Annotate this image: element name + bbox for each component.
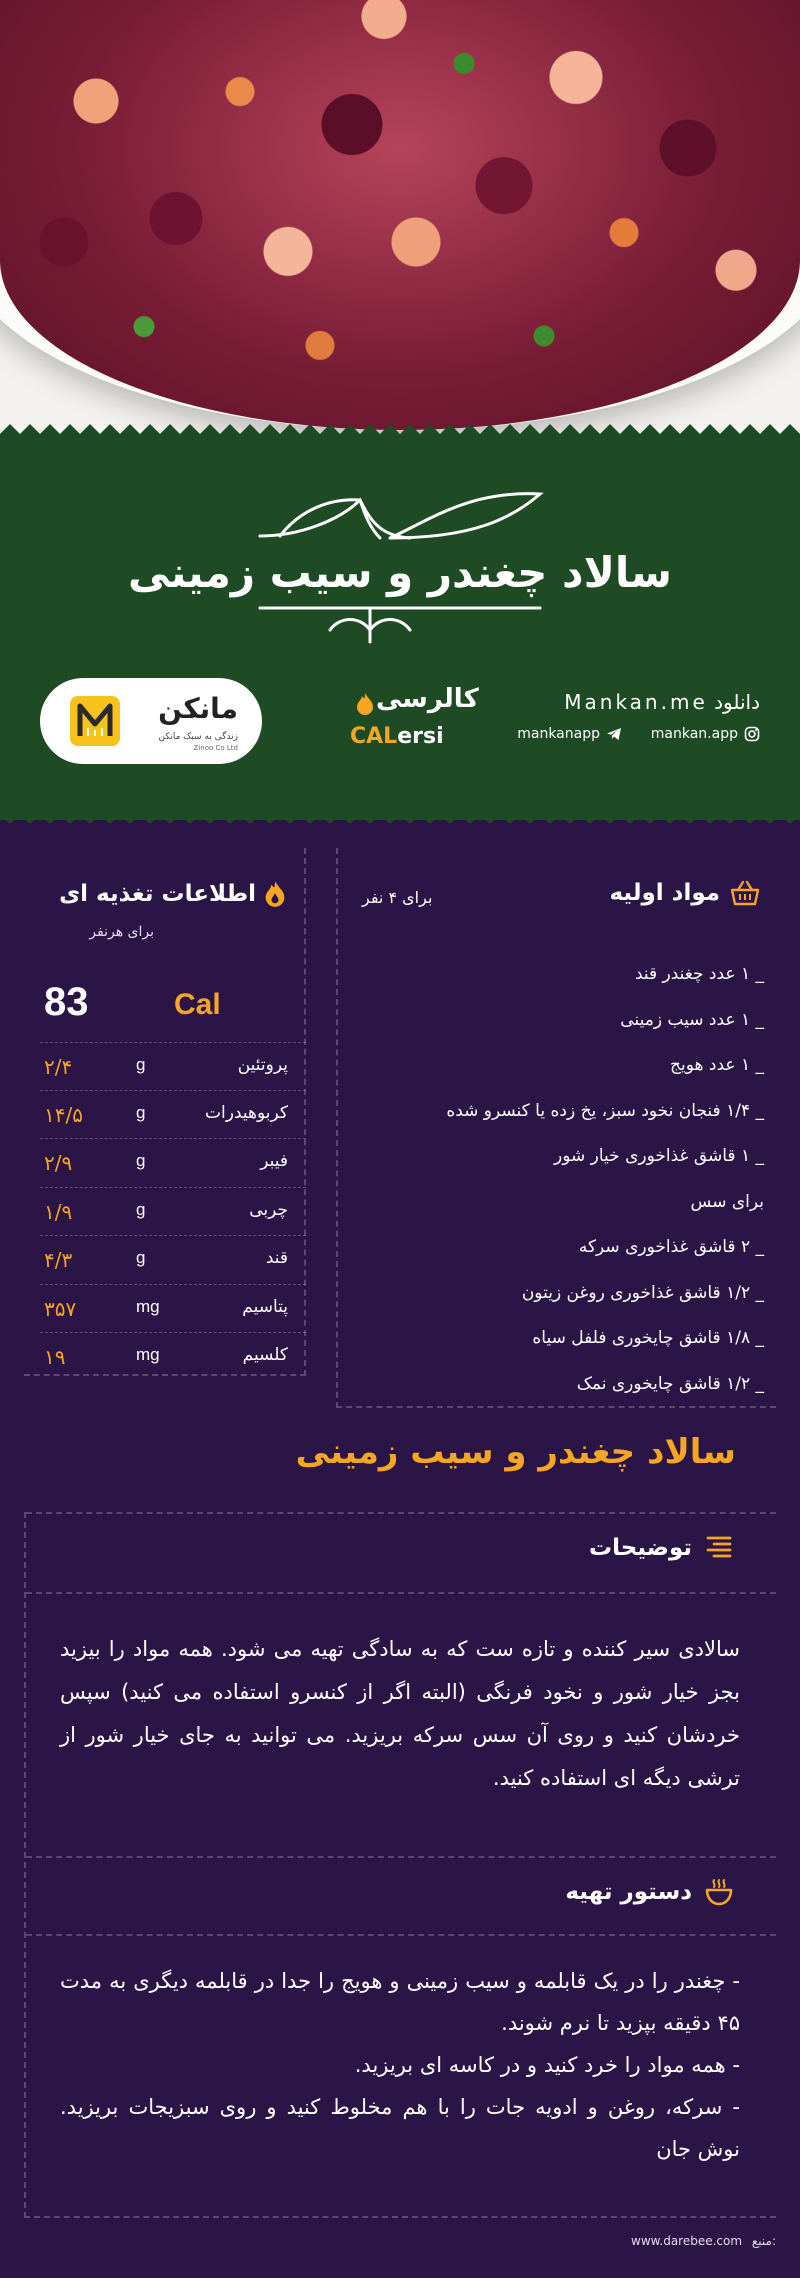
telegram-link[interactable] — [517, 726, 622, 742]
brand-row — [0, 670, 800, 770]
description-heading: توضیحات — [589, 1535, 692, 1561]
nutrition-unit: mg — [136, 1296, 160, 1316]
calersi-ersi: ersi — [397, 724, 444, 749]
cooking-pot-icon — [704, 1878, 734, 1906]
nutrition-unit: g — [136, 1102, 146, 1122]
nutrition-value: ۳۵۷ — [44, 1296, 77, 1321]
hero-photo — [0, 0, 800, 440]
telegram-icon — [606, 726, 622, 742]
nutrition-row — [40, 1236, 306, 1285]
nutrition-row — [40, 1042, 306, 1091]
nutrition-row — [40, 1091, 306, 1140]
calories-unit: Cal — [174, 988, 221, 1021]
ingredient-item: _ ۱/۴ فنجان نخود سبز، یخ زده یا کنسرو شده — [446, 1100, 764, 1121]
divider — [26, 1856, 776, 1858]
ingredient-item: _ ۱ عدد سیب زمینی — [620, 1009, 764, 1030]
nutrition-value: ۱۴/۵ — [44, 1102, 83, 1127]
flame-icon — [356, 692, 374, 716]
mankan-logo-icon — [68, 694, 122, 748]
ingredient-item: _ ۱/۲ قاشق غذاخوری روغن زیتون — [521, 1282, 764, 1303]
sauce-subheading: برای سس — [690, 1191, 764, 1212]
ingredients-heading-wrap — [609, 880, 760, 906]
nutrition-per-serving: برای هرنفر — [89, 924, 154, 940]
method-text: - چغندر را در یک قابلمه و سیب زمینی و هویج را جدا در قابلمه دیگری به مدت ۴۵ دقیقه بپزید تا نرم شوند. - همه مواد را خرد کنید و در کاسه ای بریزید. - سرکه، روغن و ادویه جات را با هم مخلوط کنید و روی سبزیجات بریزید. نوش جان — [60, 1969, 740, 2161]
calories-value: 83 — [44, 980, 89, 1024]
nutrition-unit: g — [136, 1055, 146, 1074]
calersi-logo[interactable] — [350, 682, 479, 762]
nutrition-unit: g — [136, 1151, 146, 1170]
flame-icon — [264, 880, 286, 908]
description-heading-wrap — [589, 1535, 734, 1561]
instagram-link[interactable] — [651, 726, 760, 742]
nutrition-name: کربوهیدرات — [205, 1102, 288, 1123]
nutrition-table — [40, 1042, 306, 1382]
nutrition-value: ۴/۳ — [44, 1248, 73, 1272]
page-title: سالاد چغندر و سیب زمینی — [128, 548, 672, 597]
nutrition-heading-wrap — [59, 880, 286, 908]
method-heading-wrap — [565, 1878, 734, 1906]
basket-icon — [730, 880, 760, 906]
ingredient-item: _ ۲ قاشق غذاخوری سرکه — [578, 1237, 764, 1257]
mankan-name: مانکن — [158, 692, 238, 725]
nutrition-unit: g — [136, 1248, 146, 1267]
recipe-title: سالاد چغندر و سیب زمینی — [295, 1432, 736, 1472]
servings-label: برای ۴ نفر — [362, 888, 433, 907]
zigzag-edge-bottom — [0, 806, 800, 828]
nutrition-name: چربی — [249, 1199, 288, 1220]
ingredient-item: _ ۱/۸ قاشق چایخوری فلفل سیاه — [532, 1328, 764, 1348]
download-label[interactable]: دانلود Mankan.me — [564, 690, 760, 714]
calersi-latin — [350, 724, 444, 749]
ingredient-item: _ ۱ عدد هویج — [670, 1055, 764, 1075]
description-text: سالادی سیر کننده و تازه ست که به سادگی تهیه می شود. همه مواد را بیزید بجز خیار شور و نخود فرنگی (البته اگر از کنسرو استفاده می کنید) سپس خردشان کنید و روی آن سس سرکه بریزید. می توانید به جای خیار شور از ترشی دیگه ای استفاده کنید. — [60, 1637, 740, 1790]
divider — [26, 1934, 776, 1936]
nutrition-unit: mg — [136, 1345, 160, 1364]
nutrition-row — [40, 1285, 306, 1334]
nutrition-name: کلسیم — [242, 1345, 288, 1365]
mankan-tagline: زندگی به سبک مانکن — [158, 732, 238, 742]
nutrition-name: قند — [265, 1248, 288, 1268]
divider — [26, 1512, 776, 1514]
source-label: منبع: — [751, 2234, 776, 2248]
social-links — [460, 726, 760, 748]
ingredient-item: _ ۱/۲ قاشق چایخوری نمک — [576, 1373, 764, 1394]
nutrition-row — [40, 1188, 306, 1237]
calories-row — [44, 980, 294, 1030]
nutrition-unit: g — [136, 1199, 146, 1219]
nutrition-value: ۱/۹ — [44, 1199, 73, 1224]
salad-image — [0, 0, 800, 430]
instagram-icon — [744, 726, 760, 742]
nutrition-name: پروتئین — [237, 1055, 288, 1075]
list-icon — [704, 1535, 734, 1561]
ingredients-list — [344, 960, 764, 1415]
source-url[interactable]: www.darebee.com — [631, 2234, 743, 2248]
mankan-company: Zinoo Co Ltd — [193, 744, 238, 752]
ingredient-item: _ ۱ قاشق غذاخوری خیار شور — [554, 1146, 764, 1166]
nutrition-name: پتاسیم — [242, 1296, 288, 1317]
divider — [26, 1592, 776, 1594]
nutrition-name: فیبر — [260, 1151, 288, 1171]
mankan-badge[interactable] — [40, 678, 262, 764]
nutrition-row — [40, 1139, 306, 1188]
nutrition-row — [40, 1333, 306, 1382]
instagram-handle: mankan.app — [650, 726, 738, 742]
calersi-wordmark: کالرسی — [376, 684, 479, 714]
footer-source — [631, 2234, 776, 2248]
nutrition-heading: اطلاعات تغذیه ای — [59, 881, 256, 907]
title-area — [0, 480, 800, 650]
calersi-cal: CAL — [350, 724, 398, 749]
nutrition-value: ۲/۴ — [44, 1055, 73, 1079]
method-heading: دستور تهیه — [565, 1879, 692, 1905]
zigzag-edge-top — [0, 420, 800, 444]
nutrition-value: ۱۹ — [44, 1345, 66, 1369]
nutrition-value: ۲/۹ — [44, 1151, 73, 1175]
ingredients-heading: مواد اولیه — [609, 880, 720, 906]
ingredient-item: _ ۱ عدد چغندر قند — [634, 964, 764, 984]
telegram-handle: mankanapp — [517, 726, 600, 742]
